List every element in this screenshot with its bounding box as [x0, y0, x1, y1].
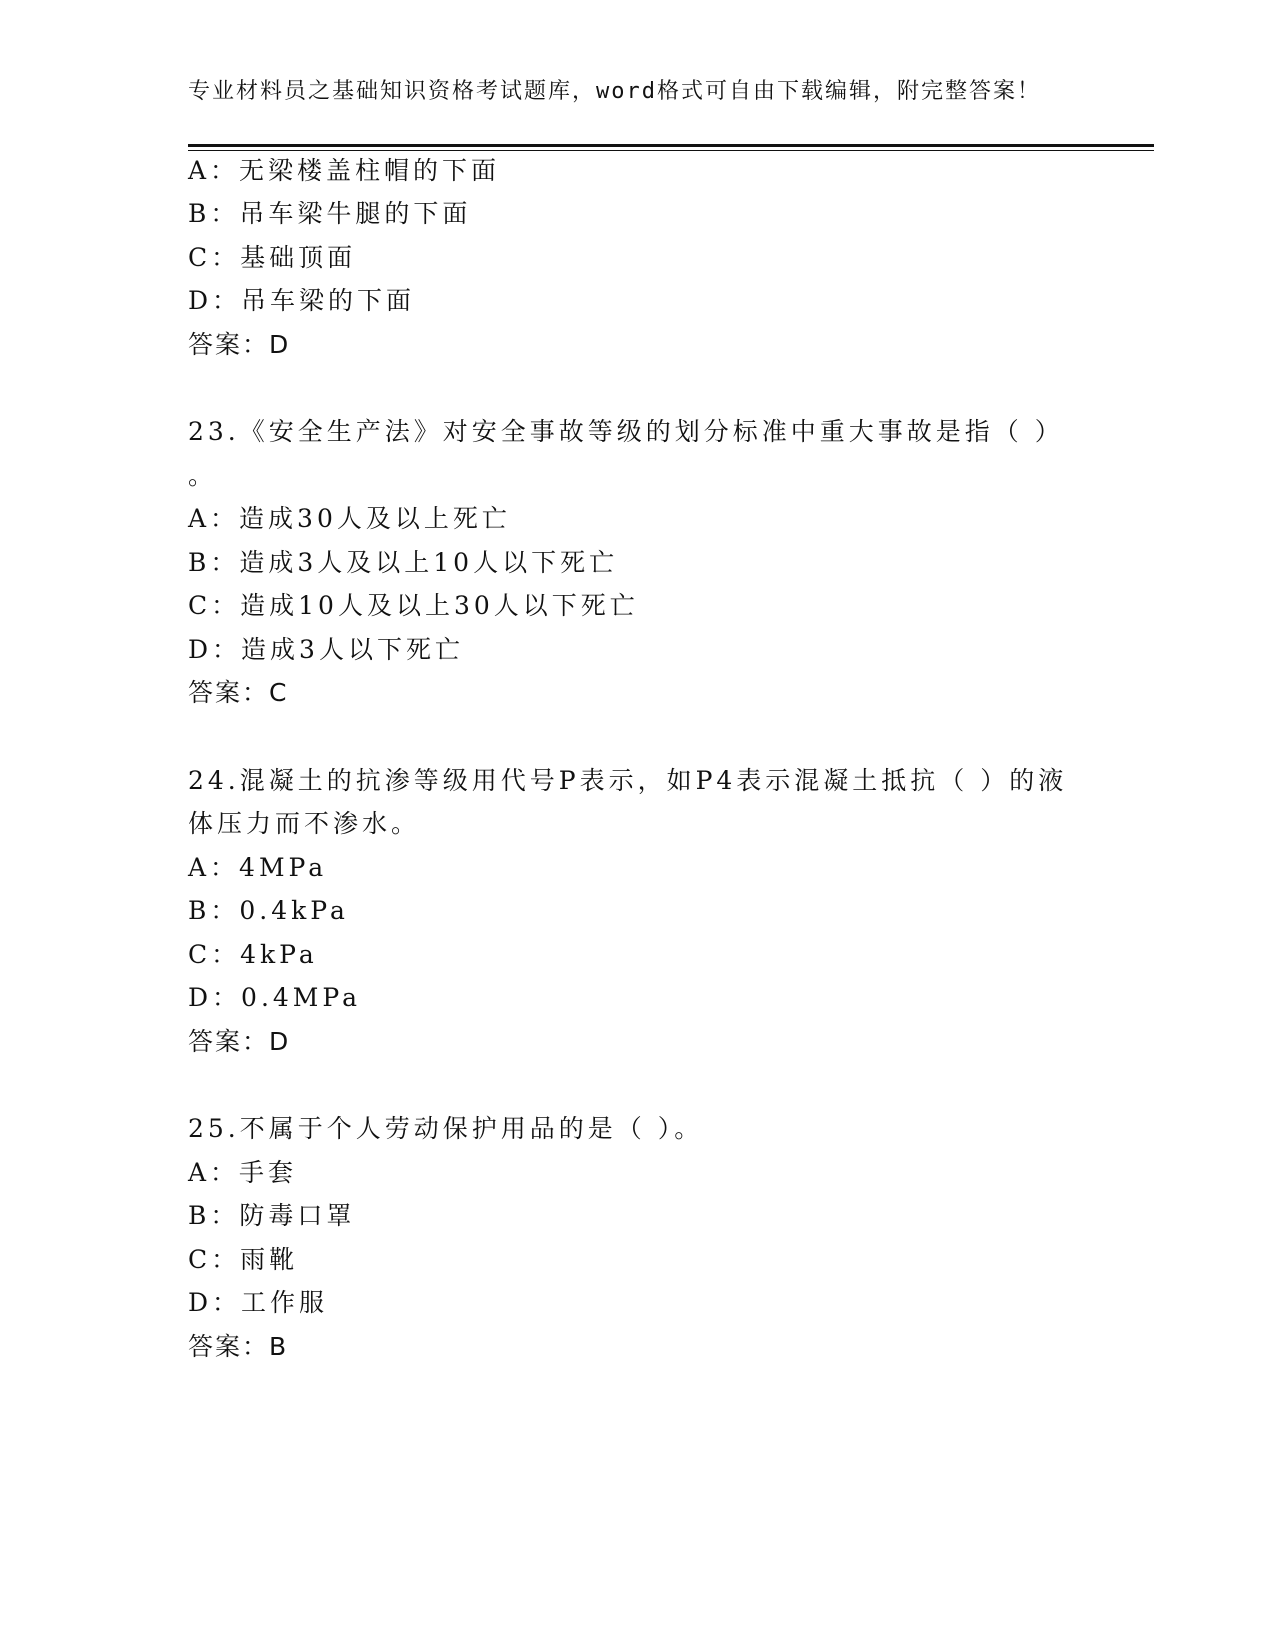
q24-option-d: D：0.4MPa: [188, 983, 362, 1012]
q25-option-d: D：工作服: [188, 1288, 329, 1317]
q24-option-c: C：4kPa: [188, 940, 318, 969]
q24-question-line1: 24.混凝土的抗渗等级用代号P表示，如P4表示混凝土抵抗（ ）的液: [188, 766, 1068, 795]
q25-option-b: B：防毒口罩: [188, 1201, 356, 1230]
q25-option-a: A：手套: [188, 1158, 298, 1187]
q25-question-line1: 25.不属于个人劳动保护用品的是（ ）。: [188, 1114, 704, 1143]
q25-answer: 答案：B: [188, 1332, 289, 1361]
q24-question-line2: 体压力而不渗水。: [188, 809, 421, 838]
header-rule-thin: [188, 150, 1154, 151]
q24-answer: 答案：D: [188, 1027, 291, 1056]
q23-answer: 答案：C: [188, 678, 289, 707]
q23-option-c: C：造成10人及以上30人以下死亡: [188, 591, 639, 620]
q25-option-c: C：雨靴: [188, 1245, 299, 1274]
q23-option-d: D：造成3人以下死亡: [188, 635, 464, 664]
q23-question-line1: 23.《安全生产法》对安全事故等级的划分标准中重大事故是指（ ）: [188, 417, 1064, 446]
q23-option-a: A：造成30人及以上死亡: [188, 504, 511, 533]
q23-question-line2: 。: [188, 461, 218, 490]
q22-option-b: B：吊车梁牛腿的下面: [188, 199, 472, 228]
header-rule-thick: [188, 144, 1154, 147]
q23-option-b: B：造成3人及以上10人以下死亡: [188, 548, 619, 577]
q22-option-a: A：无梁楼盖柱帽的下面: [188, 156, 501, 185]
header-text: 专业材料员之基础知识资格考试题库，word格式可自由下载编辑，附完整答案！: [188, 79, 1041, 104]
q22-option-c: C：基础顶面: [188, 243, 357, 272]
q24-option-b: B：0.4kPa: [188, 896, 349, 925]
q24-option-a: A：4MPa: [188, 853, 328, 882]
q22-option-d: D：吊车梁的下面: [188, 286, 416, 315]
q22-answer: 答案：D: [188, 330, 291, 359]
